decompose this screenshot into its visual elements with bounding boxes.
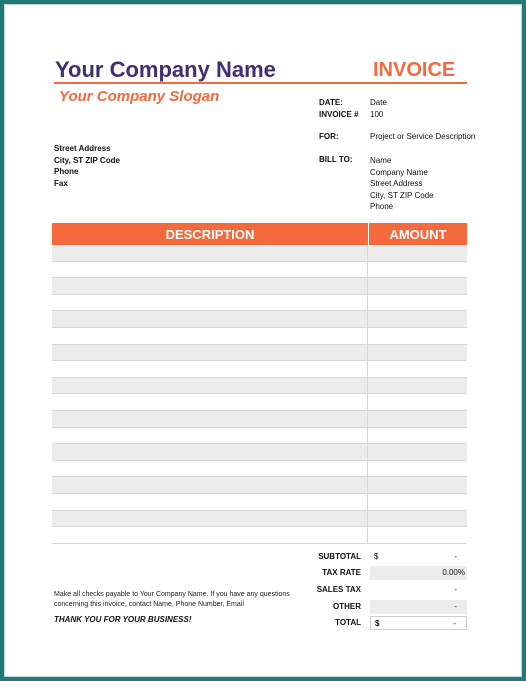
table-row (52, 477, 467, 494)
amount-cell[interactable] (368, 311, 467, 327)
description-cell[interactable] (52, 245, 368, 261)
description-cell[interactable] (52, 477, 368, 493)
table-row (52, 278, 467, 295)
amount-cell[interactable] (368, 262, 467, 278)
bill-to-block (370, 155, 434, 213)
table-row (52, 295, 467, 312)
table-row (52, 411, 467, 428)
company-address (54, 143, 120, 189)
amount-cell[interactable] (368, 295, 467, 311)
table-row (52, 245, 467, 262)
column-header-description: DESCRIPTION (52, 223, 369, 245)
tax-rate-label: TAX RATE (322, 568, 361, 577)
sales-tax-value: - (454, 585, 457, 594)
company-name: Your Company Name (55, 57, 276, 82)
table-row (52, 428, 467, 445)
line-items-body (52, 245, 467, 544)
amount-cell[interactable] (368, 511, 467, 527)
amount-cell[interactable] (368, 444, 467, 460)
table-row (52, 378, 467, 395)
other-field[interactable] (370, 600, 467, 614)
date-value: Date (370, 98, 387, 107)
bill-to-company: Company Name (370, 167, 428, 177)
bill-to-street: Street Address (370, 179, 423, 188)
description-cell[interactable] (52, 328, 368, 344)
address-street: Street Address (54, 144, 111, 153)
invoice-title: INVOICE (373, 59, 456, 81)
table-row (52, 311, 467, 328)
other-label: OTHER (333, 602, 361, 611)
description-cell[interactable] (52, 378, 368, 394)
table-row (52, 494, 467, 511)
bill-to-phone: Phone (370, 202, 394, 211)
description-cell[interactable] (52, 311, 368, 327)
column-header-amount: AMOUNT (389, 226, 447, 242)
amount-cell[interactable] (368, 361, 467, 377)
total-value: - (453, 619, 456, 628)
amount-cell[interactable] (368, 428, 467, 444)
subtotal-field[interactable] (370, 550, 467, 564)
subtotal-value: - (454, 552, 457, 561)
description-cell[interactable] (52, 345, 368, 361)
title-divider (54, 82, 467, 84)
description-cell[interactable] (52, 262, 368, 278)
amount-cell[interactable] (368, 527, 467, 543)
invoice-number-label: INVOICE # (319, 110, 359, 119)
table-row (52, 444, 467, 461)
table-row (52, 511, 467, 528)
date-label: DATE: (319, 98, 343, 107)
bill-to-label: BILL TO: (319, 155, 353, 164)
bill-to-city: City, ST ZIP Code (370, 190, 434, 200)
description-cell[interactable] (52, 295, 368, 311)
table-row (52, 394, 467, 411)
table-row (52, 345, 467, 362)
sales-tax-label: SALES TAX (316, 585, 361, 594)
bill-to-name: Name (370, 156, 392, 165)
address-city: City, ST ZIP Code (54, 155, 120, 165)
sales-tax-field[interactable] (370, 583, 467, 597)
amount-cell[interactable] (368, 245, 467, 261)
description-cell[interactable] (52, 494, 368, 510)
table-row (52, 262, 467, 279)
invoice-number-value: 100 (370, 110, 384, 119)
amount-cell[interactable] (368, 328, 467, 344)
invoice-page (5, 5, 523, 678)
description-cell[interactable] (52, 411, 368, 427)
amount-cell[interactable] (368, 345, 467, 361)
table-row (52, 527, 467, 544)
total-field[interactable] (370, 616, 467, 630)
total-currency: $ (375, 619, 380, 628)
subtotal-currency: $ (374, 552, 379, 561)
payment-note: Make all checks payable to Your Company Name. If you have any questions concerning this invoice, contact Name, Phone Number, Email (54, 591, 290, 608)
amount-cell[interactable] (368, 278, 467, 294)
address-fax: Fax (54, 178, 68, 188)
amount-cell[interactable] (368, 378, 467, 394)
total-label: TOTAL (335, 618, 361, 627)
amount-cell[interactable] (368, 461, 467, 477)
description-cell[interactable] (52, 511, 368, 527)
amount-cell[interactable] (368, 477, 467, 493)
description-cell[interactable] (52, 527, 368, 543)
tax-rate-field[interactable] (370, 566, 467, 580)
table-row (52, 361, 467, 378)
thank-you-message: THANK YOU FOR YOUR BUSINESS! (54, 615, 192, 624)
subtotal-label: SUBTOTAL (318, 552, 361, 561)
description-cell[interactable] (52, 278, 368, 294)
amount-cell[interactable] (368, 494, 467, 510)
other-value: - (454, 602, 457, 611)
table-row (52, 328, 467, 345)
address-phone: Phone (54, 167, 79, 176)
for-value: Project or Service Description (370, 132, 476, 141)
description-cell[interactable] (52, 444, 368, 460)
page-frame (4, 4, 522, 677)
amount-cell[interactable] (368, 411, 467, 427)
for-label: FOR: (319, 132, 339, 141)
description-cell[interactable] (52, 428, 368, 444)
description-cell[interactable] (52, 394, 368, 410)
description-cell[interactable] (52, 461, 368, 477)
table-row (52, 461, 467, 478)
company-slogan: Your Company Slogan (59, 88, 220, 105)
amount-cell[interactable] (368, 394, 467, 410)
description-cell[interactable] (52, 361, 368, 377)
tax-rate-value: 0.00% (442, 568, 465, 577)
line-items-header (52, 223, 467, 245)
